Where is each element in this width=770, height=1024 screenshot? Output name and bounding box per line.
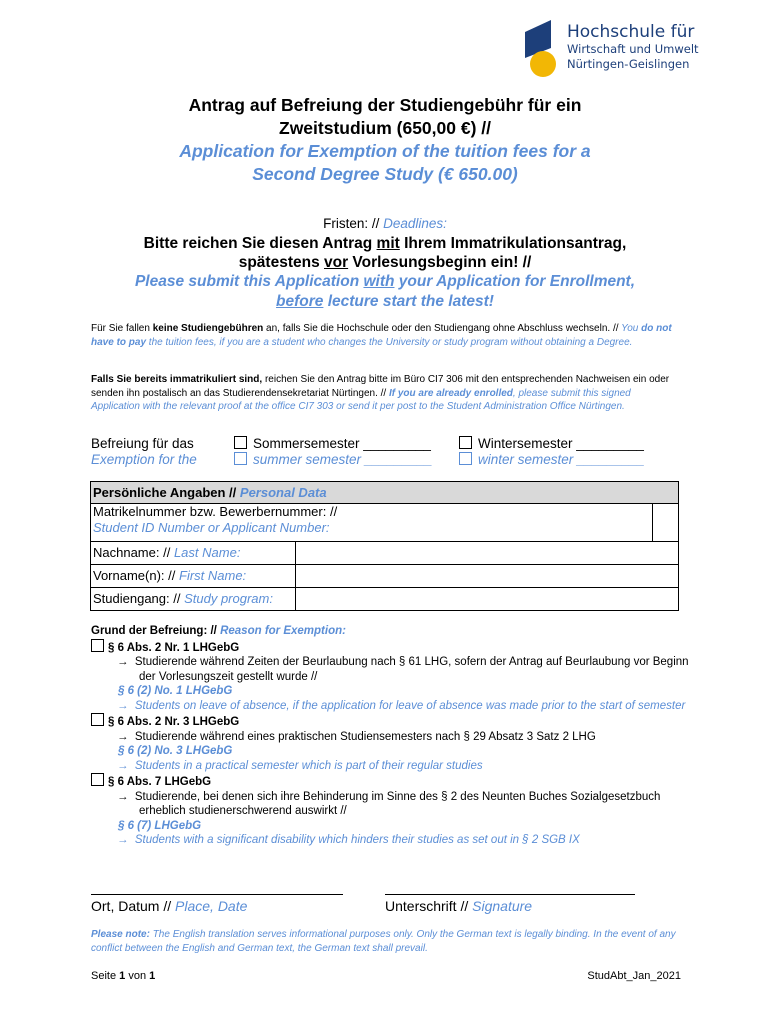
- submit-de-1u: mit: [376, 235, 400, 252]
- student-id-label-de: Matrikelnummer bzw. Bewerbernummer: //: [93, 504, 338, 519]
- summer-semester-option[interactable]: [234, 436, 432, 468]
- para2-en-bold: If you are already enrolled: [386, 387, 513, 399]
- submit-en-1u: with: [363, 273, 395, 290]
- para1-en-a: You: [618, 323, 642, 334]
- deadlines-en: Deadlines:: [383, 216, 447, 231]
- personal-header-de: Persönliche Angaben //: [93, 485, 237, 500]
- university-name: [567, 22, 699, 72]
- reason-1-checkbox[interactable]: [91, 639, 104, 652]
- student-id-label: [91, 504, 653, 542]
- arrow-icon: →: [117, 656, 135, 668]
- reason-2-en-section: § 6 (2) No. 3 LHGebG: [118, 745, 233, 757]
- info-paragraph-1: [91, 322, 681, 349]
- reason-item-1[interactable]: [91, 639, 691, 656]
- note-text: The English translation serves informational purposes only. Only the German text is legally binding. In the event of any conflict between the English and German text, the German text shall prevail.: [91, 929, 676, 954]
- personal-data-table: [90, 481, 679, 611]
- winter-semester-de: Wintersemester _________: [478, 436, 644, 451]
- para1-de-a: Für Sie fallen: [91, 323, 153, 334]
- last-name-label-de: Nachname: //: [93, 545, 171, 560]
- winter-semester-option[interactable]: [459, 436, 645, 468]
- title-de-line-2: Zweitstudium (650,00 €) //: [279, 118, 491, 138]
- reason-1-en-section: § 6 (2) No. 1 LHGebG: [118, 685, 233, 697]
- semester-label-en: Exemption for the: [91, 452, 197, 467]
- reason-3-section: § 6 Abs. 7 LHGebG: [108, 776, 212, 788]
- logo-line-1: Hochschule für: [567, 22, 695, 42]
- signature-de: Unterschrift //: [385, 898, 469, 914]
- reason-3-en: [91, 833, 691, 848]
- logo-line-2: Wirtschaft und Umwelt: [567, 42, 699, 56]
- summer-semester-de: Sommersemester _________: [253, 436, 431, 451]
- page-a: Seite: [91, 970, 120, 982]
- submit-de-1a: Bitte reichen Sie diesen Antrag: [143, 235, 377, 252]
- summer-semester-checkbox[interactable]: [234, 436, 247, 449]
- translation-note: [91, 928, 681, 955]
- info-paragraph-2: [91, 373, 681, 414]
- winter-semester-checkbox-en: [459, 452, 472, 465]
- reason-1-section: § 6 Abs. 2 Nr. 1 LHGebG: [108, 641, 240, 654]
- signature-label: [385, 898, 532, 914]
- title-en-line-1: Application for Exemption of the tuition fees for a: [179, 141, 591, 161]
- arrow-icon: →: [117, 699, 135, 712]
- place-date-label: [91, 898, 247, 914]
- study-program-field[interactable]: [296, 588, 679, 611]
- reason-1-de-text: Studierende während Zeiten der Beurlaubung nach § 61 LHG, sofern der Antrag auf Beurlaubung vor Beginn der Vorlesungszeit gestellt wurde //: [134, 656, 689, 683]
- reason-heading-de: Grund der Befreiung: //: [91, 625, 217, 637]
- winter-semester-checkbox[interactable]: [459, 436, 472, 449]
- title-de-line-1: Antrag auf Befreiung der Studiengebühr für ein: [188, 95, 582, 115]
- submit-en-1a: Please submit this Application: [134, 273, 364, 290]
- personal-header-en: Personal Data: [239, 485, 327, 500]
- reason-2-en-text: Students in a practical semester which is part of their regular studies: [134, 759, 483, 772]
- study-program-label: [91, 588, 296, 611]
- submit-de-line-1: [0, 234, 770, 254]
- reason-2-de: [91, 730, 691, 745]
- student-id-label-en: Student ID Number or Applicant Number:: [93, 520, 330, 535]
- winter-semester-en: winter semester _________: [478, 452, 645, 467]
- submit-en-2u: before: [276, 293, 324, 310]
- submit-de-2a: spätestens: [238, 254, 324, 271]
- page-total: 1: [149, 970, 156, 982]
- submit-de-2u: vor: [324, 254, 349, 271]
- submit-en-2b: lecture start the latest!: [323, 293, 494, 310]
- submit-en-line-1: [0, 272, 770, 292]
- reason-1-en-text: Students on leave of absence, if the application for leave of absence was made prior to the start of semester: [134, 699, 686, 712]
- title-en-line-2: Second Degree Study (€ 650.00): [252, 164, 518, 184]
- para1-de-b: an, falls Sie die Hochschule oder den Studiengang ohne Abschluss wechseln. //: [263, 323, 619, 334]
- reason-3-en-section: § 6 (7) LHGebG: [118, 819, 202, 832]
- deadlines-de: Fristen: //: [323, 216, 380, 231]
- study-program-label-de: Studiengang: //: [93, 591, 181, 606]
- document-code: StudAbt_Jan_2021: [587, 970, 681, 982]
- place-date-line[interactable]: [91, 894, 343, 895]
- student-id-field[interactable]: [653, 504, 679, 542]
- para2-en-b: , please submit this signed Application with the relevant proof at the office CI7 303 or send it per post to the Student Administration Office Nürtingen.: [91, 387, 631, 413]
- page-b: von: [125, 970, 150, 982]
- reason-section: [91, 624, 691, 848]
- semester-label-de: Befreiung für das: [91, 436, 194, 451]
- reason-3-checkbox[interactable]: [91, 773, 104, 786]
- submit-de-2b: Vorlesungsbeginn ein! //: [348, 254, 532, 271]
- reason-2-de-text: Studierende während eines praktischen Studiensemesters nach § 29 Absatz 3 Satz 2 LHG: [134, 730, 596, 743]
- para1-en-b: the tuition fees, if you are a student who changes the University or study program without obtaining a Degree.: [146, 336, 633, 348]
- para1-en-bold: do not have to pay: [91, 323, 672, 348]
- reason-2-checkbox[interactable]: [91, 713, 104, 726]
- first-name-label: [91, 565, 296, 588]
- place-date-en: Place, Date: [175, 898, 248, 914]
- personal-data-header: [91, 482, 679, 504]
- reason-3-de-text: Studierende, bei denen sich ihre Behinderung im Sinne des § 2 des Neunten Buches Sozialgesetzbuch erheblich studienerschwerend auswirkt //: [134, 790, 661, 817]
- arrow-icon: →: [117, 790, 135, 803]
- summer-semester-checkbox-en: [234, 452, 247, 465]
- submit-de-line-2: [0, 253, 770, 273]
- reason-3-en-text: Students with a significant disability which hinders their studies as set out in § 2 SGB IX: [134, 834, 580, 846]
- last-name-label: [91, 542, 296, 565]
- signature-en: Signature: [472, 898, 533, 914]
- first-name-label-en: First Name:: [179, 568, 247, 583]
- reason-2-section: § 6 Abs. 2 Nr. 3 LHGebG: [108, 716, 240, 728]
- arrow-icon: →: [117, 834, 135, 846]
- reason-heading: [91, 624, 691, 639]
- last-name-field[interactable]: [296, 542, 679, 565]
- reason-item-2[interactable]: [91, 713, 691, 730]
- para1-de-bold: keine Studiengebühren: [152, 323, 264, 334]
- summer-semester-en: summer semester _________: [253, 452, 433, 467]
- first-name-field[interactable]: [296, 565, 679, 588]
- signature-line[interactable]: [385, 894, 635, 895]
- arrow-icon: →: [117, 730, 135, 743]
- arrow-icon: →: [117, 759, 135, 772]
- submit-en-line-2: [0, 292, 770, 312]
- page-number: [91, 970, 155, 982]
- reason-heading-en: Reason for Exemption:: [220, 625, 346, 637]
- reason-3-de: [91, 790, 691, 819]
- reason-1-de: [91, 655, 691, 684]
- reason-1-en: [91, 699, 691, 714]
- first-name-label-de: Vorname(n): //: [93, 568, 176, 583]
- last-name-label-en: Last Name:: [173, 545, 241, 560]
- para2-de-b: reichen Sie den Antrag bitte im Büro CI7 306 mit den entsprechenden Nachweisen ein oder senden ihn postalisch an das Studierendensekretariat Nürtingen. //: [91, 374, 670, 399]
- page-num: 1: [119, 970, 126, 982]
- reason-item-3[interactable]: [91, 773, 691, 790]
- submit-de-1b: Ihrem Immatrikulationsantrag,: [399, 235, 627, 252]
- para2-de-bold: Falls Sie bereits immatrikuliert sind,: [91, 374, 263, 385]
- place-date-de: Ort, Datum //: [91, 898, 172, 914]
- deadlines-label: [0, 216, 770, 231]
- note-bold: Please note:: [91, 929, 150, 940]
- logo-line-3: Nürtingen-Geislingen: [567, 57, 690, 71]
- logo-mark-icon: [521, 18, 569, 82]
- study-program-label-en: Study program:: [184, 591, 273, 606]
- reason-2-en: [91, 759, 691, 774]
- submit-en-1b: your Application for Enrollment,: [394, 273, 636, 290]
- semester-label: [91, 436, 197, 468]
